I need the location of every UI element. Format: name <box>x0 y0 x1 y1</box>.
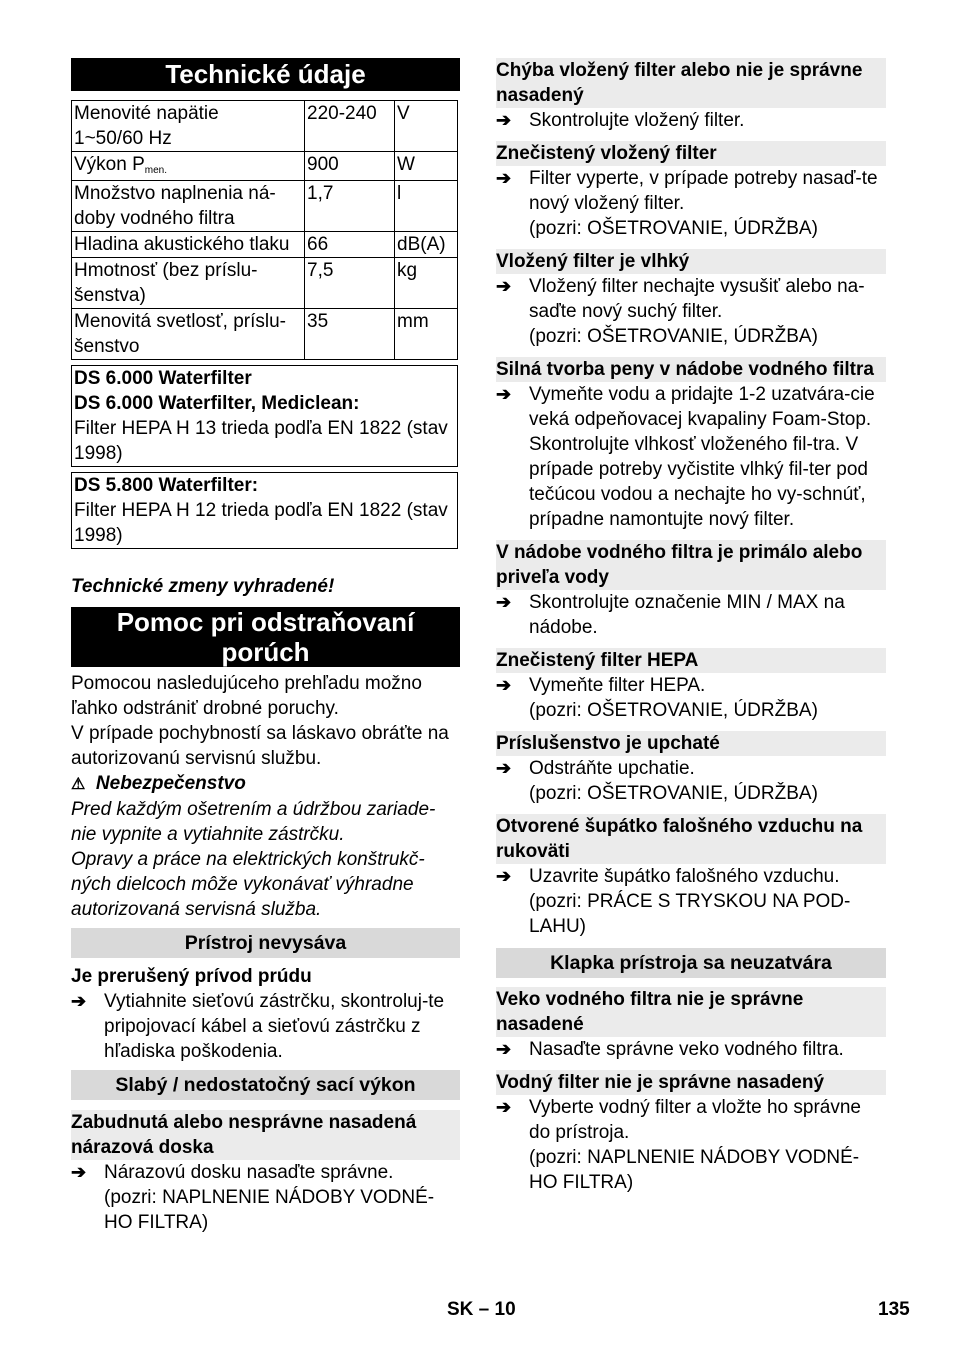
step-reference: (pozri: PRÁCE S TRYSKOU NA POD-LAHU) <box>529 891 851 937</box>
step-item <box>496 382 886 532</box>
step-reference: (pozri: OŠETROVANIE, ÚDRŽBA) <box>529 326 818 347</box>
step-text: Skontrolujte vložený filter. <box>529 110 745 131</box>
right-column <box>496 58 886 1195</box>
arrow-right-icon: ➔ <box>496 675 512 695</box>
fault-title: Silná tvorba peny v nádobe vodného filtra <box>496 357 886 382</box>
step-item <box>71 1160 460 1235</box>
step-reference: (pozri: NAPLNENIE NÁDOBY VODNÉ-HO FILTRA) <box>104 1187 435 1233</box>
fault-list <box>496 58 886 939</box>
changes-note: Technické zmeny vyhradené! <box>71 576 335 597</box>
danger-text: Pred každým ošetrením a údržbou zariade-nie vypnite a vytiahnite zástrčku. <box>71 799 436 845</box>
table-cell-unit: V <box>395 101 458 152</box>
table-cell-value: 900 <box>305 152 395 181</box>
step-item <box>496 1037 886 1062</box>
table-row <box>72 181 458 232</box>
arrow-right-icon: ➔ <box>496 758 512 778</box>
table-cell-value: 220-240 <box>305 101 395 152</box>
table-cell-label: Hladina akustického tlaku <box>72 232 305 258</box>
label-main: Výkon P <box>74 154 145 175</box>
fault-title: Znečistený vložený filter <box>496 141 886 166</box>
fault-title: Je prerušený prívod prúdu <box>71 966 312 987</box>
arrow-right-icon: ➔ <box>496 866 512 886</box>
footer-section: SK – 10 <box>447 1299 516 1320</box>
model-name: DS 5.800 Waterfilter: <box>74 475 259 496</box>
table-cell-value: 35 <box>305 309 395 360</box>
arrow-right-icon: ➔ <box>496 110 512 130</box>
table-cell-label <box>72 152 305 181</box>
step-item <box>496 274 886 349</box>
left-column <box>71 58 460 1235</box>
intro-text: V prípade pochybností sa láskavo obráťte na autorizovanú servisnú službu. <box>71 723 449 769</box>
table-cell-unit: l <box>395 181 458 232</box>
fault-title: Zabudnutá alebo nesprávne nasadená nárazová doska <box>71 1110 460 1160</box>
troubleshooting-heading: Pomoc pri odstraňovaní porúch <box>71 607 460 667</box>
step-text: Vymeňte vodu a pridajte 1-2 uzatvára-cie veká odpeňovacej kvapaliny Foam-Stop. Skontrolujte vlhkosť vloženého fil-tra. V prípade potreby vyčistite vlhký fil-ter pod tečúcou vodou a nechajte ho vy-schnúť, prípadne namontujte nový filter. <box>529 384 875 530</box>
arrow-right-icon: ➔ <box>496 276 512 296</box>
filter-info: Filter HEPA H 13 trieda podľa EN 1822 (stav 1998) <box>74 418 448 464</box>
step-item <box>496 864 886 939</box>
table-cell-value: 66 <box>305 232 395 258</box>
arrow-right-icon: ➔ <box>496 592 512 612</box>
step-item <box>496 1095 886 1195</box>
arrow-right-icon: ➔ <box>496 168 512 188</box>
label-sub: men. <box>144 165 167 176</box>
intro-text: Pomocou nasledujúceho prehľadu možno ľahko odstrániť drobné poruchy. <box>71 673 422 719</box>
step-text: Uzavrite šupátko falošného vzduchu. <box>529 866 840 887</box>
table-row <box>72 152 458 181</box>
step-reference: (pozri: OŠETROVANIE, ÚDRŽBA) <box>529 700 818 721</box>
step-text: Vytiahnite sieťovú zástrčku, skontroluj-te pripojovací kábel a sieťovú zástrčku z hľadiska poškodenia. <box>104 991 445 1062</box>
arrow-right-icon: ➔ <box>496 1039 512 1059</box>
step-text: Vymeňte filter HEPA. <box>529 675 706 696</box>
table-cell-unit: dB(A) <box>395 232 458 258</box>
step-item <box>496 108 886 133</box>
table-row <box>72 258 458 309</box>
section-heading: Klapka prístroja sa neuzatvára <box>496 948 886 978</box>
step-item <box>496 166 886 241</box>
arrow-right-icon: ➔ <box>496 384 512 404</box>
warning-icon: ⚠ <box>71 776 86 793</box>
fault-title: Príslušenstvo je upchaté <box>496 731 886 756</box>
table-cell-unit: kg <box>395 258 458 309</box>
danger-text: Opravy a práce na elektrických konštrukč-ných dielcoch môže vykonávať výhradne autorizovaná servisná služba. <box>71 849 425 920</box>
arrow-right-icon: ➔ <box>71 1162 87 1182</box>
arrow-right-icon: ➔ <box>496 1097 512 1117</box>
fault-title: Chýba vložený filter alebo nie je správne nasadený <box>496 58 886 108</box>
model-info-box-2 <box>71 472 458 549</box>
table-row <box>72 101 458 152</box>
step-text: Nárazovú dosku nasaďte správne. <box>104 1162 394 1183</box>
step-text: Vložený filter nechajte vysušiť alebo na-saďte nový suchý filter. <box>529 276 865 322</box>
step-reference: (pozri: OŠETROVANIE, ÚDRŽBA) <box>529 783 818 804</box>
model-name: DS 6.000 Waterfilter, Mediclean: <box>74 393 360 414</box>
fault-title: Otvorené šupátko falošného vzduchu na rukoväti <box>496 814 886 864</box>
fault-title: Vložený filter je vlhký <box>496 249 886 274</box>
step-item <box>71 989 460 1064</box>
step-reference: (pozri: NAPLNENIE NÁDOBY VODNÉ-HO FILTRA) <box>529 1147 860 1193</box>
tech-data-table <box>71 100 458 360</box>
fault-list <box>496 987 886 1195</box>
step-text: Skontrolujte označenie MIN / MAX na nádobe. <box>529 592 845 638</box>
table-cell-label: Menovité napätie 1~50/60 Hz <box>72 101 305 152</box>
arrow-right-icon: ➔ <box>71 991 87 1011</box>
table-cell-label: Hmotnosť (bez príslu- šenstva) <box>72 258 305 309</box>
table-row <box>72 232 458 258</box>
step-text: Odstráňte upchatie. <box>529 758 695 779</box>
danger-label-text: Nebezpečenstvo <box>95 773 246 794</box>
model-name: DS 6.000 Waterfilter <box>74 368 252 389</box>
step-text: Vyberte vodný filter a vložte ho správne do prístroja. <box>529 1097 861 1143</box>
step-text: Nasaďte správne veko vodného filtra. <box>529 1039 844 1060</box>
page-number: 135 <box>878 1299 910 1320</box>
section-heading: Slabý / nedostatočný sací výkon <box>71 1070 460 1100</box>
table-cell-label: Menovitá svetlosť, príslu- šenstvo <box>72 309 305 360</box>
section-heading: Prístroj nevysáva <box>71 928 460 958</box>
table-cell-value: 1,7 <box>305 181 395 232</box>
danger-label <box>71 771 460 797</box>
step-item <box>496 590 886 640</box>
table-cell-unit: mm <box>395 309 458 360</box>
step-item <box>496 756 886 806</box>
tech-data-heading: Technické údaje <box>71 58 460 91</box>
step-text: Filter vyperte, v prípade potreby nasaď-te nový vložený filter. <box>529 168 878 214</box>
step-reference: (pozri: OŠETROVANIE, ÚDRŽBA) <box>529 218 818 239</box>
table-row <box>72 309 458 360</box>
filter-info: Filter HEPA H 12 trieda podľa EN 1822 (stav 1998) <box>74 500 448 546</box>
table-cell-label: Množstvo naplnenia ná- doby vodného filtra <box>72 181 305 232</box>
table-cell-value: 7,5 <box>305 258 395 309</box>
fault-title: Veko vodného filtra nie je správne nasadené <box>496 987 886 1037</box>
fault-title: V nádobe vodného filtra je primálo alebo priveľa vody <box>496 540 886 590</box>
table-cell-unit: W <box>395 152 458 181</box>
step-item <box>496 673 886 723</box>
fault-title: Znečistený filter HEPA <box>496 648 886 673</box>
fault-title: Vodný filter nie je správne nasadený <box>496 1070 886 1095</box>
model-info-box-1 <box>71 365 458 467</box>
